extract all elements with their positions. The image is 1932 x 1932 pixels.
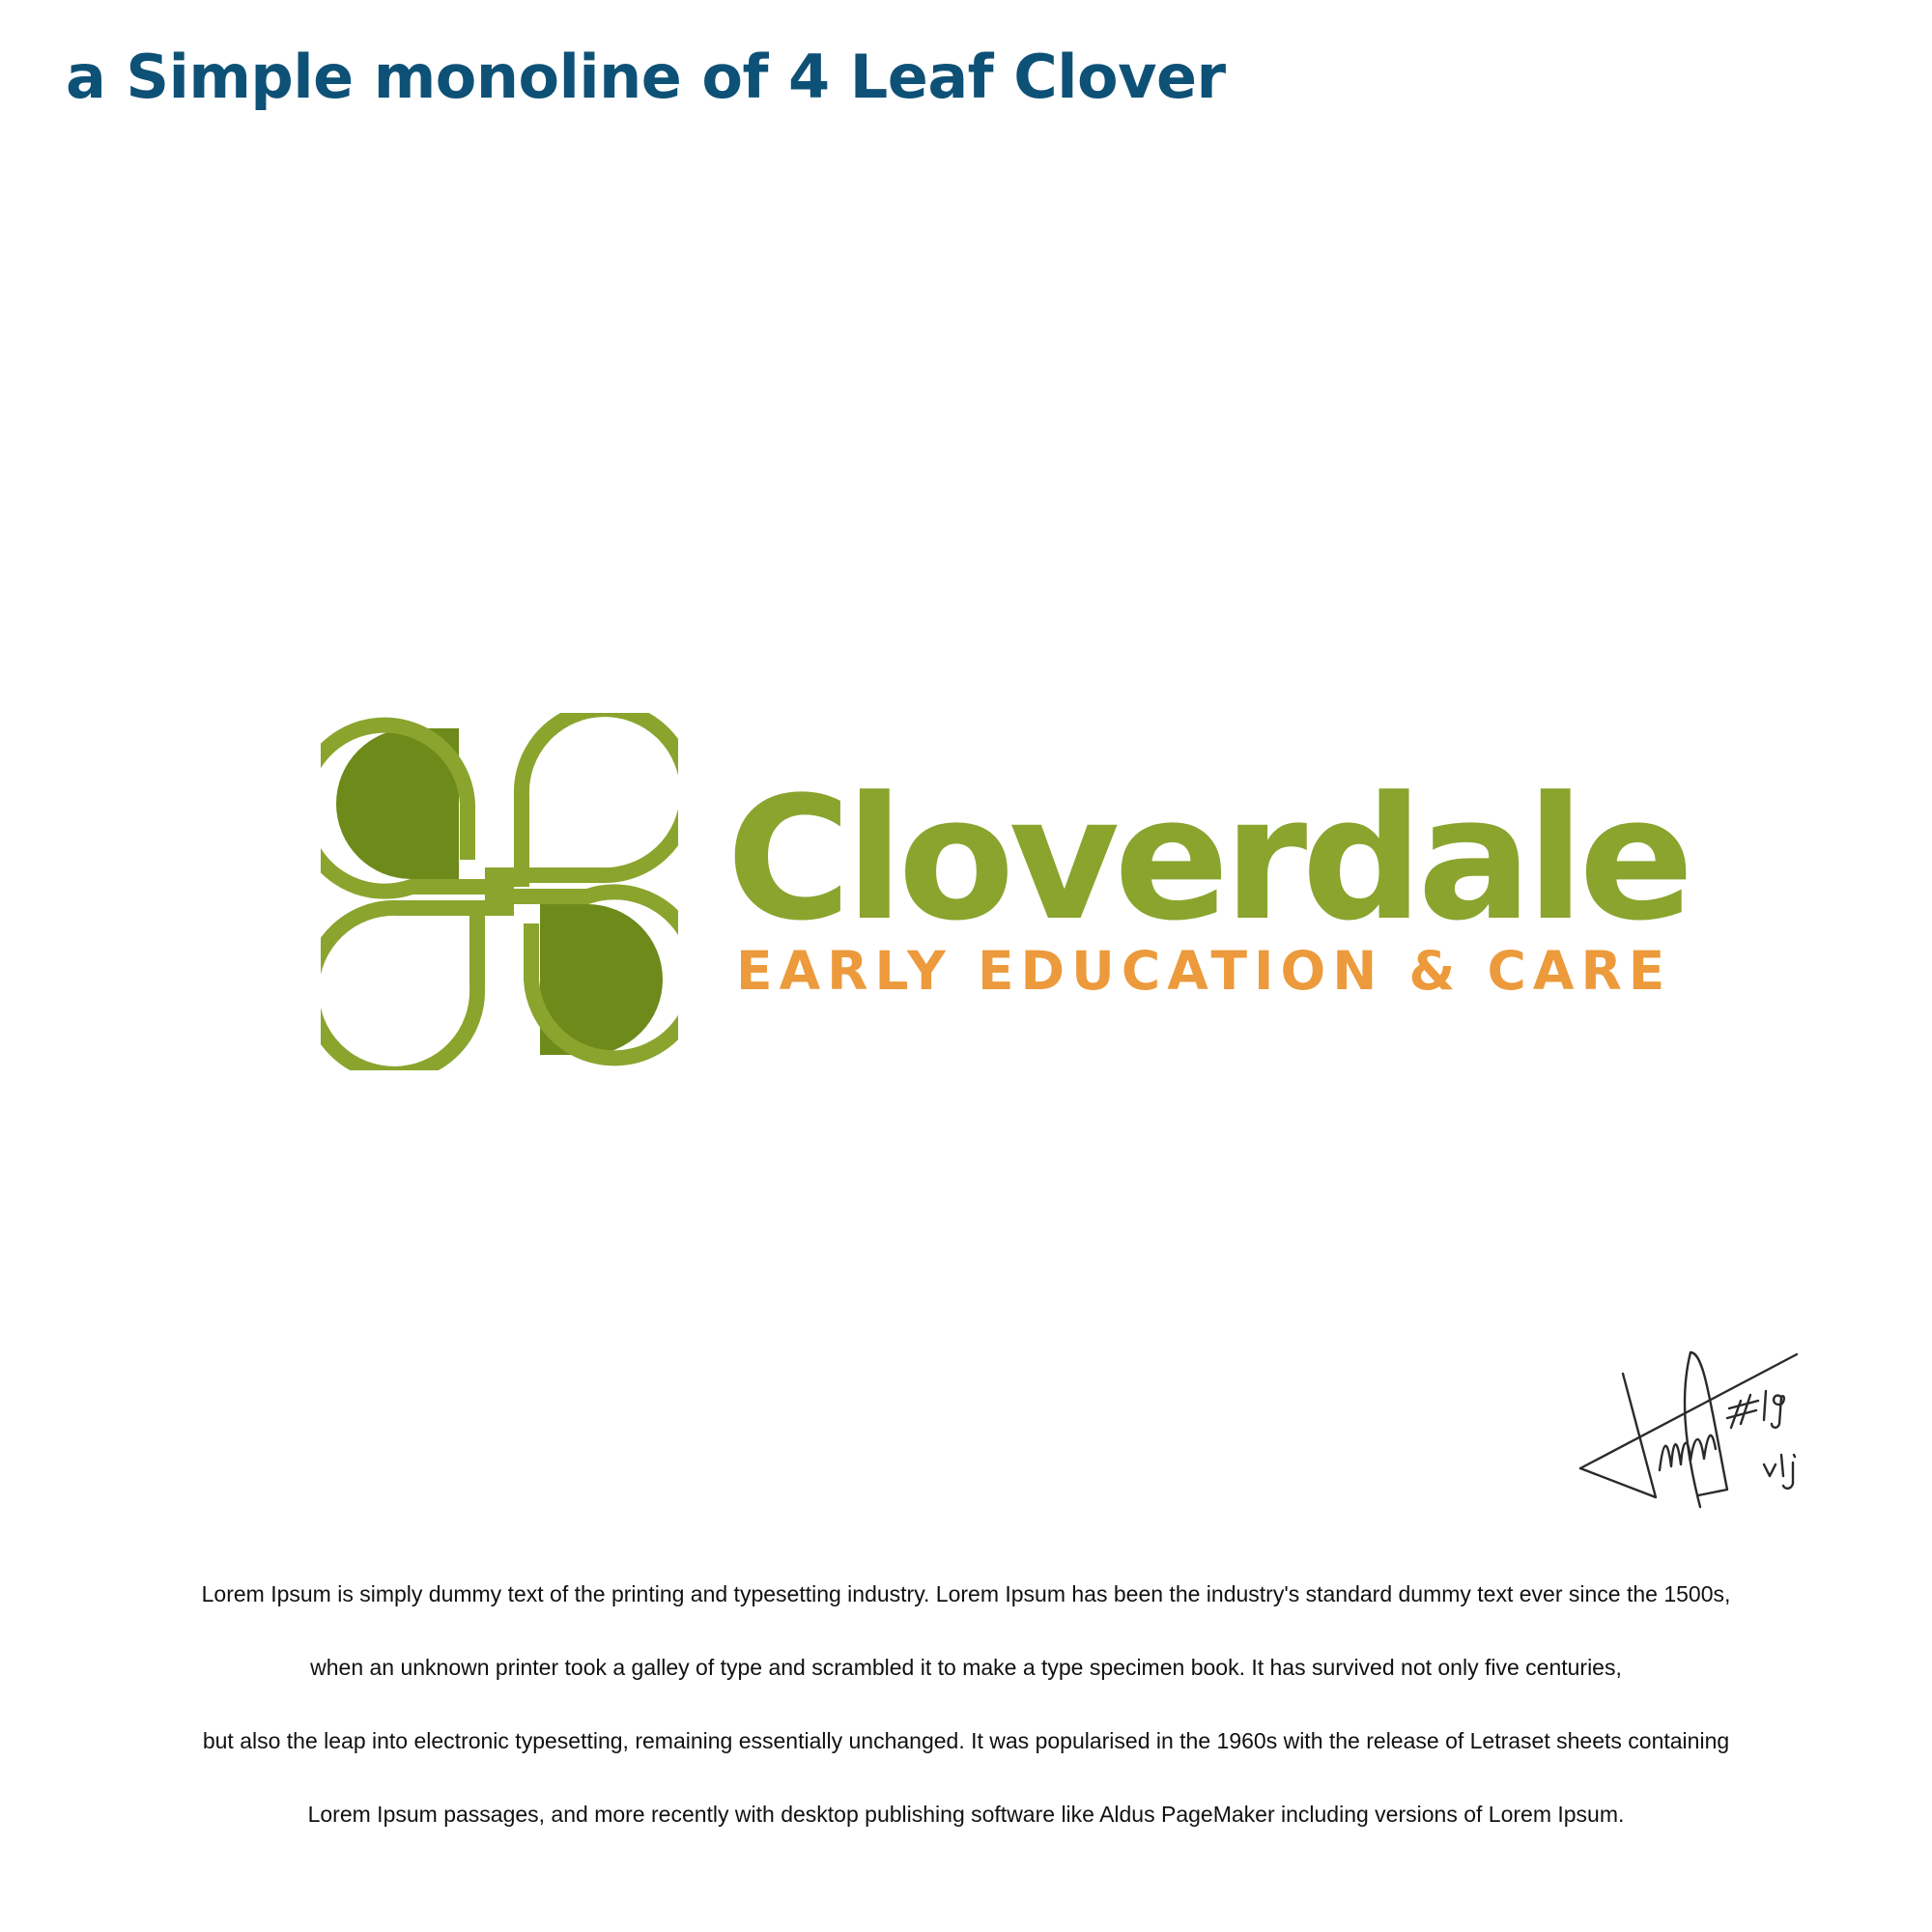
description-line: Lorem Ipsum is simply dummy text of the printing and typesetting industry. Lorem Ipsum has been the industry's standard dummy text ever since the 1500s, bbox=[201, 1581, 1731, 1606]
description-line: Lorem Ipsum passages, and more recently with desktop publishing software like Aldus PageMaker including versions of Lorem Ipsum. bbox=[307, 1802, 1625, 1827]
clover-leaf-top-right bbox=[485, 713, 678, 887]
brand-tagline: EARLY EDUCATION & CARE bbox=[736, 940, 1672, 1002]
brand-name: Cloverdale bbox=[726, 760, 1689, 958]
four-leaf-clover-icon bbox=[321, 713, 678, 1070]
clover-leaf-bottom-left bbox=[321, 908, 514, 1070]
handwritten-signature bbox=[1575, 1323, 1816, 1517]
description-paragraph bbox=[0, 1565, 1932, 1859]
description-line: when an unknown printer took a galley of type and scrambled it to make a type specimen book. It has survived not only five centuries, bbox=[310, 1655, 1622, 1680]
page-title: a Simple monoline of 4 Leaf Clover bbox=[66, 42, 1226, 112]
description-line: but also the leap into electronic typesetting, remaining essentially unchanged. It was popularised in the 1960s with the release of Letraset sheets containing bbox=[202, 1728, 1730, 1753]
